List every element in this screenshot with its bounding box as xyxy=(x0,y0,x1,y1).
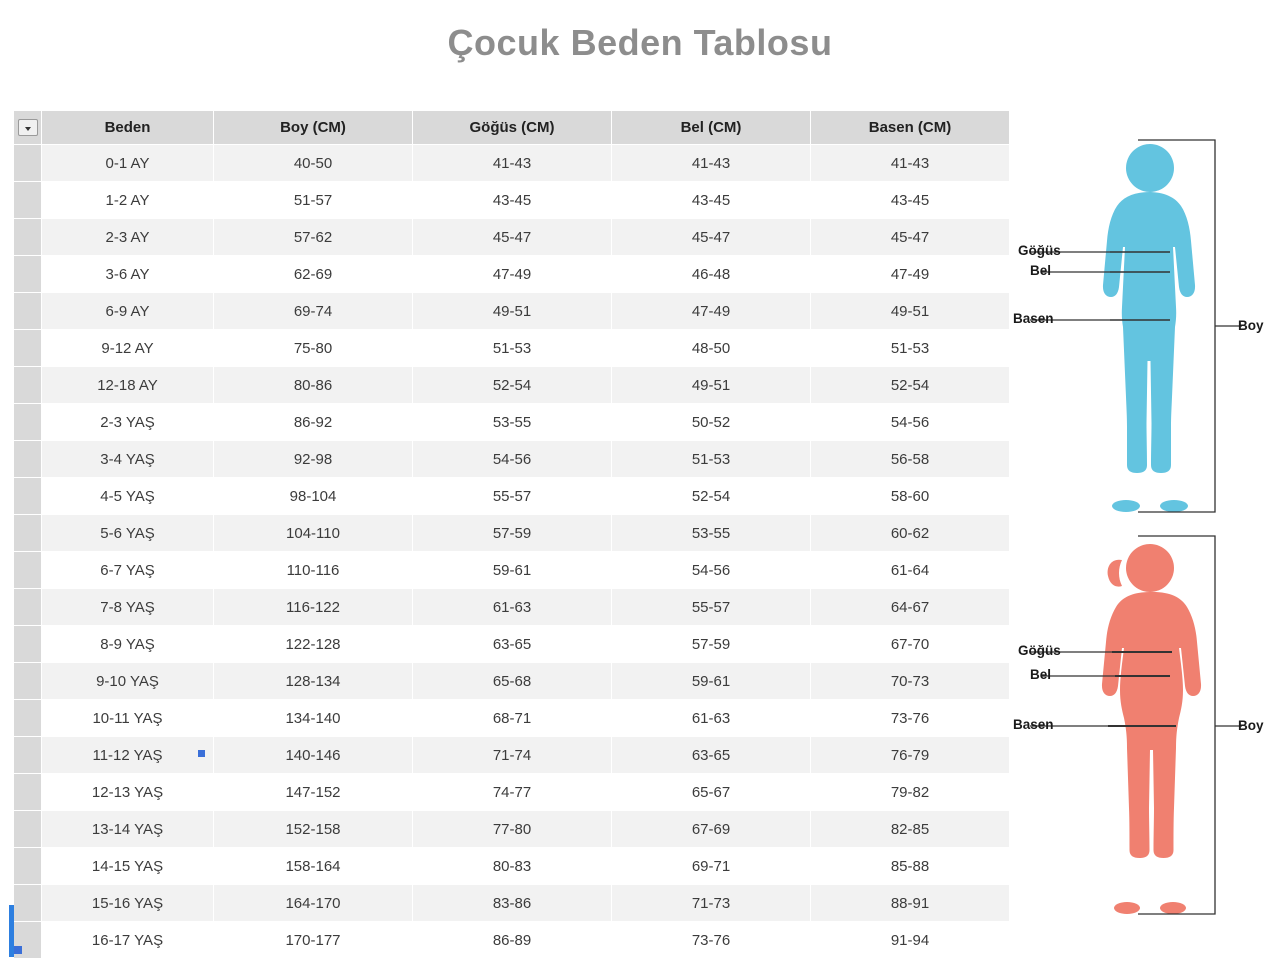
table-body xyxy=(14,145,1010,959)
cell-bel: 55-57 xyxy=(612,589,811,626)
cell-gogus: 49-51 xyxy=(413,293,612,330)
cell-bel: 59-61 xyxy=(612,663,811,700)
table-row[interactable] xyxy=(14,700,1010,737)
cell-basen: 51-53 xyxy=(811,330,1010,367)
cell-gogus: 59-61 xyxy=(413,552,612,589)
cell-boy: 40-50 xyxy=(214,145,413,182)
cell-beden: 2-3 YAŞ xyxy=(42,404,214,441)
cell-boy: 86-92 xyxy=(214,404,413,441)
row-spacer xyxy=(14,404,42,441)
cell-beden: 7-8 YAŞ xyxy=(42,589,214,626)
cell-beden: 9-10 YAŞ xyxy=(42,663,214,700)
cell-bel: 71-73 xyxy=(612,885,811,922)
table-row[interactable] xyxy=(14,552,1010,589)
cell-bel: 69-71 xyxy=(612,848,811,885)
cell-boy: 57-62 xyxy=(214,219,413,256)
row-spacer xyxy=(14,219,42,256)
table-row[interactable] xyxy=(14,737,1010,774)
cell-boy: 122-128 xyxy=(214,626,413,663)
cell-basen: 73-76 xyxy=(811,700,1010,737)
cell-gogus: 53-55 xyxy=(413,404,612,441)
cell-gogus: 63-65 xyxy=(413,626,612,663)
boy-figure xyxy=(1010,130,1280,530)
row-spacer xyxy=(14,848,42,885)
table-row[interactable] xyxy=(14,811,1010,848)
cell-beden: 1-2 AY xyxy=(42,182,214,219)
row-spacer xyxy=(14,663,42,700)
girl-height-label: Boy xyxy=(1238,718,1264,733)
cell-boy: 92-98 xyxy=(214,441,413,478)
table-row[interactable] xyxy=(14,478,1010,515)
girl-waist-label: Bel xyxy=(1030,667,1052,682)
cell-boy: 104-110 xyxy=(214,515,413,552)
cell-selection-marker-secondary xyxy=(14,946,22,954)
table-row[interactable] xyxy=(14,330,1010,367)
table-header xyxy=(14,111,1010,145)
table-row[interactable] xyxy=(14,922,1010,959)
cell-boy: 75-80 xyxy=(214,330,413,367)
table-row[interactable] xyxy=(14,774,1010,811)
cell-basen: 91-94 xyxy=(811,922,1010,959)
cell-beden: 2-3 AY xyxy=(42,219,214,256)
cell-boy: 80-86 xyxy=(214,367,413,404)
cell-basen: 61-64 xyxy=(811,552,1010,589)
cell-basen: 76-79 xyxy=(811,737,1010,774)
cell-boy: 140-146 xyxy=(214,737,413,774)
cell-boy: 164-170 xyxy=(214,885,413,922)
cell-gogus: 71-74 xyxy=(413,737,612,774)
cell-beden: 3-4 YAŞ xyxy=(42,441,214,478)
boy-height-label: Boy xyxy=(1238,318,1264,333)
cell-basen: 58-60 xyxy=(811,478,1010,515)
row-spacer xyxy=(14,515,42,552)
cell-basen: 67-70 xyxy=(811,626,1010,663)
table-row[interactable] xyxy=(14,515,1010,552)
cell-bel: 65-67 xyxy=(612,774,811,811)
column-header-basen[interactable]: Basen (CM) xyxy=(811,111,1010,145)
cell-bel: 67-69 xyxy=(612,811,811,848)
cell-beden: 16-17 YAŞ xyxy=(42,922,214,959)
cell-bel: 45-47 xyxy=(612,219,811,256)
cell-basen: 60-62 xyxy=(811,515,1010,552)
cell-basen: 56-58 xyxy=(811,441,1010,478)
cell-bel: 63-65 xyxy=(612,737,811,774)
cell-bel: 50-52 xyxy=(612,404,811,441)
cell-gogus: 47-49 xyxy=(413,256,612,293)
cell-boy: 62-69 xyxy=(214,256,413,293)
boy-chest-label: Göğüs xyxy=(1018,243,1061,258)
table-row[interactable] xyxy=(14,885,1010,922)
girl-chest-label: Göğüs xyxy=(1018,643,1061,658)
cell-gogus: 57-59 xyxy=(413,515,612,552)
table-row[interactable] xyxy=(14,367,1010,404)
cell-beden: 12-13 YAŞ xyxy=(42,774,214,811)
cell-beden: 6-9 AY xyxy=(42,293,214,330)
column-header-boy[interactable]: Boy (CM) xyxy=(214,111,413,145)
table-row[interactable] xyxy=(14,848,1010,885)
cell-bel: 53-55 xyxy=(612,515,811,552)
cell-bel: 57-59 xyxy=(612,626,811,663)
cell-basen: 49-51 xyxy=(811,293,1010,330)
cell-basen: 85-88 xyxy=(811,848,1010,885)
row-spacer xyxy=(14,256,42,293)
table-row[interactable] xyxy=(14,219,1010,256)
cell-beden: 9-12 AY xyxy=(42,330,214,367)
cell-basen: 54-56 xyxy=(811,404,1010,441)
cell-gogus: 68-71 xyxy=(413,700,612,737)
table-row[interactable] xyxy=(14,182,1010,219)
cell-boy: 152-158 xyxy=(214,811,413,848)
table-row[interactable] xyxy=(14,293,1010,330)
cell-gogus: 86-89 xyxy=(413,922,612,959)
cell-bel: 43-45 xyxy=(612,182,811,219)
column-header-bel[interactable]: Bel (CM) xyxy=(612,111,811,145)
cell-bel: 61-63 xyxy=(612,700,811,737)
cell-beden: 11-12 YAŞ xyxy=(42,737,214,774)
cell-gogus: 61-63 xyxy=(413,589,612,626)
cell-gogus: 55-57 xyxy=(413,478,612,515)
cell-boy: 51-57 xyxy=(214,182,413,219)
cell-basen: 45-47 xyxy=(811,219,1010,256)
row-spacer xyxy=(14,293,42,330)
table-row[interactable] xyxy=(14,441,1010,478)
cell-boy: 147-152 xyxy=(214,774,413,811)
cell-basen: 41-43 xyxy=(811,145,1010,182)
cell-boy: 128-134 xyxy=(214,663,413,700)
boy-waist-label: Bel xyxy=(1030,263,1052,278)
cell-basen: 64-67 xyxy=(811,589,1010,626)
cell-gogus: 51-53 xyxy=(413,330,612,367)
cell-selection-marker xyxy=(198,750,205,757)
row-spacer xyxy=(14,700,42,737)
filter-corner-cell[interactable] xyxy=(14,111,42,145)
row-spacer xyxy=(14,737,42,774)
cell-basen: 88-91 xyxy=(811,885,1010,922)
girl-hip-label: Basen xyxy=(1013,717,1054,732)
cell-gogus: 65-68 xyxy=(413,663,612,700)
table-row[interactable] xyxy=(14,145,1010,182)
cell-bel: 73-76 xyxy=(612,922,811,959)
cell-boy: 170-177 xyxy=(214,922,413,959)
cell-bel: 49-51 xyxy=(612,367,811,404)
cell-gogus: 77-80 xyxy=(413,811,612,848)
cell-boy: 134-140 xyxy=(214,700,413,737)
cell-bel: 51-53 xyxy=(612,441,811,478)
row-spacer xyxy=(14,367,42,404)
cell-bel: 52-54 xyxy=(612,478,811,515)
cell-bel: 41-43 xyxy=(612,145,811,182)
cell-gogus: 80-83 xyxy=(413,848,612,885)
cell-basen: 43-45 xyxy=(811,182,1010,219)
row-spacer xyxy=(14,182,42,219)
table-header-row xyxy=(14,111,1010,145)
cell-gogus: 83-86 xyxy=(413,885,612,922)
cell-bel: 46-48 xyxy=(612,256,811,293)
girl-figure xyxy=(1010,530,1280,930)
row-spacer xyxy=(14,589,42,626)
size-table-container xyxy=(13,110,1008,959)
cell-beden: 3-6 AY xyxy=(42,256,214,293)
figure-panel xyxy=(1010,130,1280,950)
cell-bel: 54-56 xyxy=(612,552,811,589)
row-spacer xyxy=(14,441,42,478)
cell-boy: 98-104 xyxy=(214,478,413,515)
row-spacer xyxy=(14,145,42,182)
cell-beden: 10-11 YAŞ xyxy=(42,700,214,737)
filter-dropdown-icon[interactable] xyxy=(18,119,38,136)
cell-beden: 8-9 YAŞ xyxy=(42,626,214,663)
row-spacer xyxy=(14,478,42,515)
cell-basen: 70-73 xyxy=(811,663,1010,700)
cell-beden: 6-7 YAŞ xyxy=(42,552,214,589)
cell-beden: 13-14 YAŞ xyxy=(42,811,214,848)
row-spacer xyxy=(14,552,42,589)
cell-basen: 82-85 xyxy=(811,811,1010,848)
row-spacer xyxy=(14,626,42,663)
cell-beden: 4-5 YAŞ xyxy=(42,478,214,515)
column-header-beden[interactable]: Beden xyxy=(42,111,214,145)
boy-hip-label: Basen xyxy=(1013,311,1054,326)
cell-boy: 116-122 xyxy=(214,589,413,626)
cell-bel: 48-50 xyxy=(612,330,811,367)
cell-gogus: 41-43 xyxy=(413,145,612,182)
row-spacer xyxy=(14,885,42,922)
cell-beden: 14-15 YAŞ xyxy=(42,848,214,885)
table-row[interactable] xyxy=(14,626,1010,663)
cell-gogus: 43-45 xyxy=(413,182,612,219)
cell-boy: 69-74 xyxy=(214,293,413,330)
row-spacer xyxy=(14,811,42,848)
cell-gogus: 45-47 xyxy=(413,219,612,256)
table-row[interactable] xyxy=(14,404,1010,441)
cell-beden: 5-6 YAŞ xyxy=(42,515,214,552)
cell-basen: 79-82 xyxy=(811,774,1010,811)
cell-gogus: 74-77 xyxy=(413,774,612,811)
table-row[interactable] xyxy=(14,256,1010,293)
size-table xyxy=(13,110,1010,959)
column-header-gogus[interactable]: Göğüs (CM) xyxy=(413,111,612,145)
cell-boy: 110-116 xyxy=(214,552,413,589)
cell-basen: 47-49 xyxy=(811,256,1010,293)
table-row[interactable] xyxy=(14,663,1010,700)
page-title: Çocuk Beden Tablosu xyxy=(447,22,833,63)
cell-beden: 12-18 AY xyxy=(42,367,214,404)
cell-bel: 47-49 xyxy=(612,293,811,330)
table-row[interactable] xyxy=(14,589,1010,626)
cell-gogus: 52-54 xyxy=(413,367,612,404)
cell-gogus: 54-56 xyxy=(413,441,612,478)
cell-beden: 0-1 AY xyxy=(42,145,214,182)
row-spacer xyxy=(14,774,42,811)
cell-boy: 158-164 xyxy=(214,848,413,885)
cell-basen: 52-54 xyxy=(811,367,1010,404)
row-spacer xyxy=(14,330,42,367)
cell-beden: 15-16 YAŞ xyxy=(42,885,214,922)
